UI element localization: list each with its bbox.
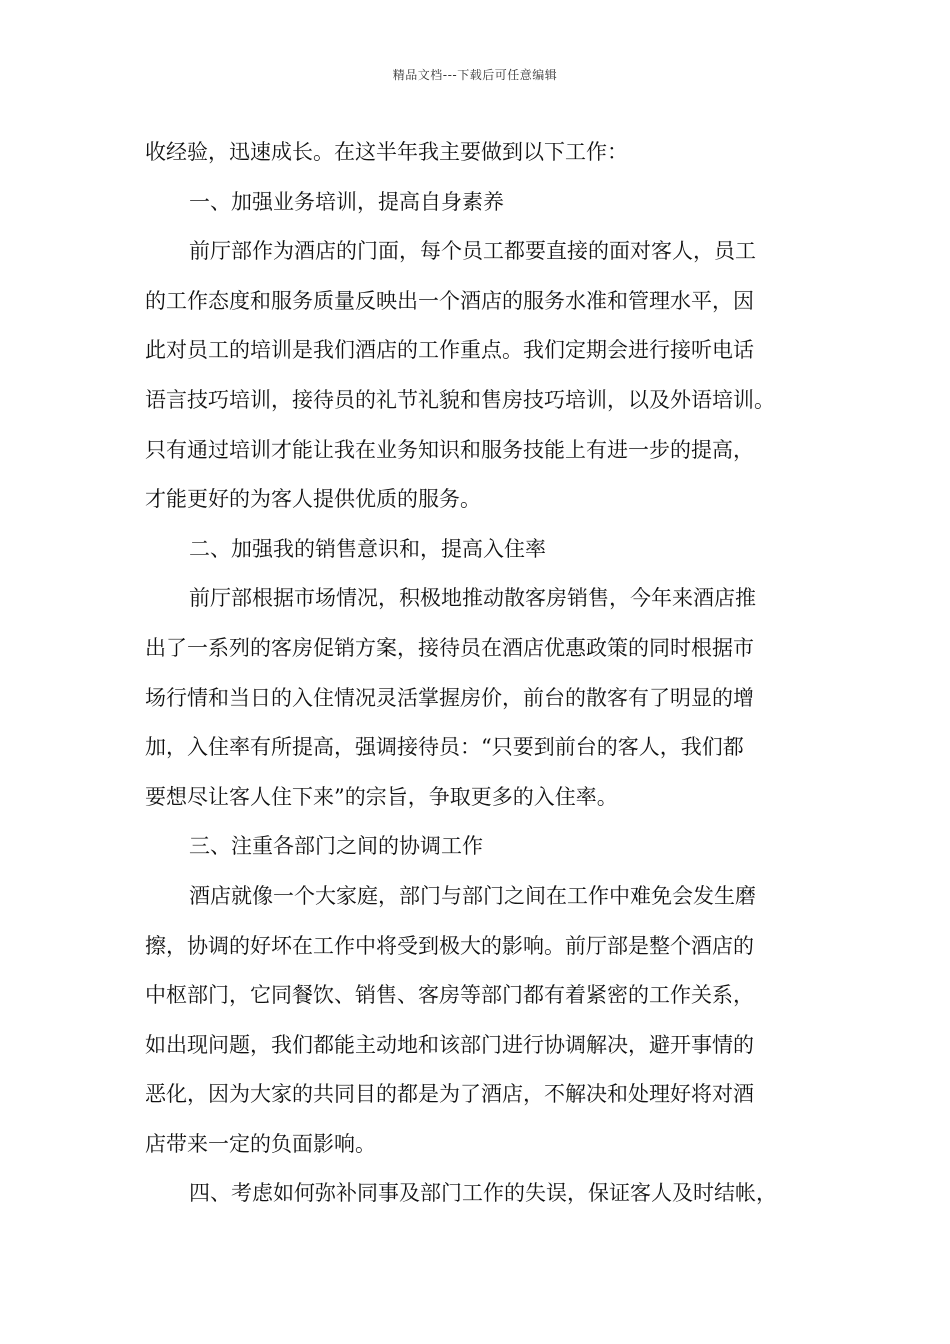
paragraph-line: 语言技巧培训，接待员的礼节礼貌和售房技巧培训，以及外语培训。 <box>145 387 775 412</box>
paragraph-line: 前厅部作为酒店的门面，每个员工都要直接的面对客人，员工 <box>189 239 756 264</box>
paragraph-line: 才能更好的为客人提供优质的服务。 <box>145 487 481 512</box>
paragraph-line: 酒店就像一个大家庭，部门与部门之间在工作中难免会发生磨 <box>189 883 756 908</box>
page-header: 精品文档---下载后可任意编辑 <box>392 68 558 82</box>
paragraph-line: 场行情和当日的入住情况灵活掌握房价，前台的散客有了明显的增 <box>145 685 754 710</box>
paragraph-line: 此对员工的培训是我们酒店的工作重点。我们定期会进行接听电话 <box>145 338 754 363</box>
paragraph-line: 加，入住率有所提高，强调接待员：“只要到前台的客人，我们都 <box>145 735 744 760</box>
paragraph-line: 中枢部门，它同餐饮、销售、客房等部门都有着紧密的工作关系， <box>145 983 754 1008</box>
paragraph-line: 店带来一定的负面影响。 <box>145 1131 376 1156</box>
paragraph-line: 出了一系列的客房促销方案，接待员在酒店优惠政策的同时根据市 <box>145 635 754 660</box>
section-heading: 二、加强我的销售意识和，提高入住率 <box>189 536 546 561</box>
section-heading: 三、注重各部门之间的协调工作 <box>189 834 483 859</box>
paragraph-line: 如出现问题，我们都能主动地和该部门进行协调解决，避开事情的 <box>145 1032 754 1057</box>
paragraph-line: 要想尽让客人住下来”的宗旨，争取更多的入住率。 <box>145 784 618 809</box>
paragraph-line: 只有通过培训才能让我在业务知识和服务技能上有进一步的提高， <box>145 437 754 462</box>
paragraph-line: 恶化，因为大家的共同目的都是为了酒店，不解决和处理好将对酒 <box>145 1082 754 1107</box>
section-heading: 四、考虑如何弥补同事及部门工作的失误，保证客人及时结帐， <box>189 1181 777 1206</box>
paragraph-line: 擦，协调的好坏在工作中将受到极大的影响。前厅部是整个酒店的 <box>145 933 754 958</box>
section-heading: 一、加强业务培训，提高自身素养 <box>189 189 504 214</box>
paragraph-line: 收经验，迅速成长。在这半年我主要做到以下工作： <box>145 140 628 164</box>
document-body <box>145 128 825 1219</box>
paragraph-line: 前厅部根据市场情况，积极地推动散客房销售，今年来酒店推 <box>189 586 756 611</box>
paragraph-line: 的工作态度和服务质量反映出一个酒店的服务水准和管理水平，因 <box>145 288 754 313</box>
